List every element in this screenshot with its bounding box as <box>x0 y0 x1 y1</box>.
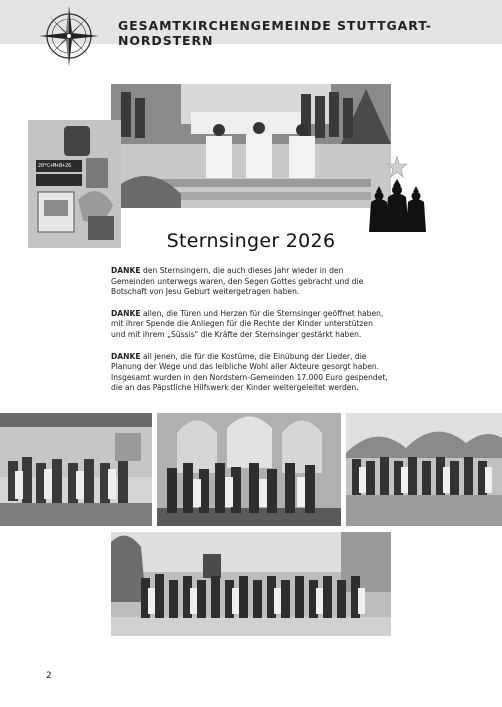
paragraph-text: all jenen, die für die Kostüme, die Einübung der Lieder, die Planung der Wege und das leibliche Wohl aller Akteure gesorgt haben. <box>111 351 380 372</box>
photo-stickers-chalk <box>28 120 121 248</box>
photo-church-altar <box>111 84 391 208</box>
article-body <box>111 266 389 394</box>
photo-group-courtyard <box>111 532 391 636</box>
paragraph-thanks-singers <box>111 266 389 298</box>
three-kings-icon <box>366 152 432 238</box>
paragraph-text: den Sternsingern, die auch dieses Jahr wieder in den Gemeinden unterwegs waren, den Segen Gottes gebracht und die Botschaft von Jesu Geburt weitergetragen haben. <box>111 266 364 297</box>
paragraph-donation-total: Insgesamt wurden in den Nordstern-Gemeinden 17.000 Euro gespendet, die an das Päpstliche Hilfswerk der Kinder weitergeleitet werden. <box>111 372 388 393</box>
compass-rose-logo <box>37 4 101 68</box>
photo-group-hall <box>0 413 152 526</box>
photo-group-church <box>157 413 341 526</box>
page-number: 2 <box>46 671 52 681</box>
article-title: Sternsinger 2026 <box>166 230 336 252</box>
paragraph-lead: DANKE <box>111 266 141 275</box>
header-title: GESAMTKIRCHENGEMEINDE STUTTGART-NORDSTERN <box>118 18 432 48</box>
sticker-label: 20*C+M+B+26 <box>38 163 72 169</box>
paragraph-lead: DANKE <box>111 308 141 318</box>
paragraph-thanks-donors <box>111 309 389 341</box>
paragraph-text: allen, die Türen und Herzen für die Sternsinger geöffnet haben, mit ihrer Spende die Anliegen für die Rechte der Kinder unterstützen und mit ihrem „Süssis" die Kräfte der Sternsinger gestärkt haben. <box>111 308 384 339</box>
paragraph-lead: DANKE <box>111 351 141 361</box>
paragraph-thanks-helpers <box>111 352 389 394</box>
photo-group-outdoor <box>346 413 502 526</box>
